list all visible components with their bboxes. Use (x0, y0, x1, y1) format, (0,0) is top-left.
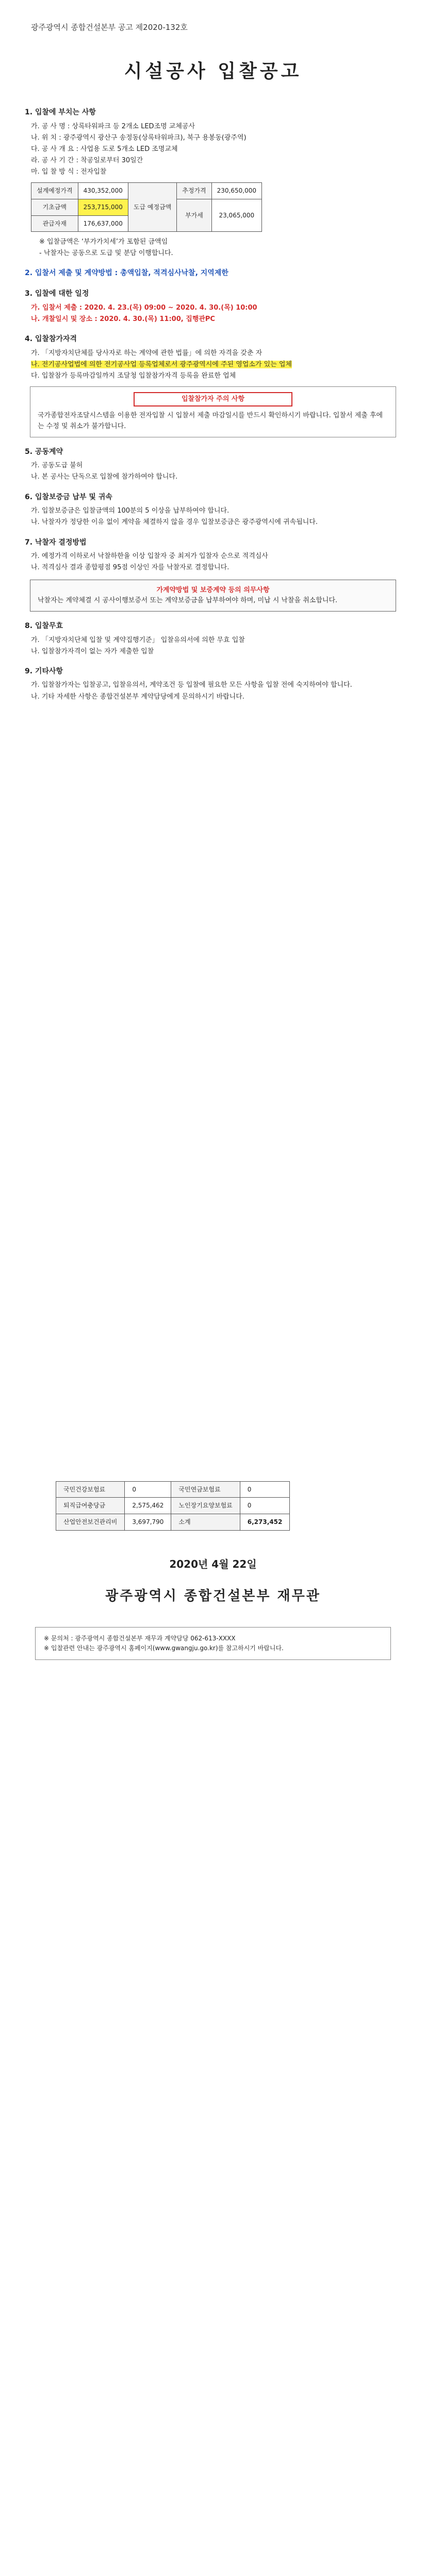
insurance-summary-table (56, 1481, 290, 1531)
section-heading-3: 3. 입찰에 대한 일정 (25, 290, 89, 298)
summary-value: 2,575,462 (125, 1498, 171, 1514)
contact-box: ※ 문의처 : 광주광역시 종합건설본부 재무과 계약담당 062-613-XXXX ※ 입찰관련 안내는 광주광역시 홈페이지(www.gwangju.go.kr)를 참고하시기 바랍니다. (35, 1627, 391, 1660)
invalid-row: 가. 「지방자치단체 입찰 및 계약집행기준」 입찰유의서에 의한 무효 입찰 (31, 636, 245, 644)
notice-number: 광주광역시 종합건설본부 공고 제2020-132호 (31, 23, 188, 32)
invalid-row: 나. 입찰참가자격이 없는 자가 제출한 입찰 (31, 647, 154, 655)
summary-label: 국민연금보험료 (171, 1481, 240, 1498)
s1-row: 나. 위 치 : 광주광역시 광산구 송정동(상록타워파크), 북구 용봉동(광주역) (31, 133, 247, 142)
summary-label: 노인장기요양보험료 (171, 1498, 240, 1514)
joint-contract-row: 가. 공동도급 불허 (31, 462, 83, 470)
caution-text: 국가종합전자조달시스템을 이용한 전자입찰 시 입찰서 제출 마감일시를 반드시 확인하시기 바랍니다. 입찰서 제출 후에는 수정 및 취소가 불가합니다. (38, 412, 383, 430)
qualification-row: 가. 「지방자치단체를 당사자로 하는 계약에 관한 법률」에 의한 자격을 갖춘 자 (31, 349, 263, 357)
summary-label: 퇴직급여충당금 (56, 1498, 125, 1514)
price-label: 기초금액 (31, 199, 78, 215)
schedule-row (31, 303, 401, 313)
price-label: 설계예정가격 (31, 183, 78, 199)
deposit-row: 가. 입찰보증금은 입찰금액의 100분의 5 이상을 납부하여야 합니다. (31, 507, 230, 515)
qualification-row: 다. 입찰참가 등록마감일까지 조달청 입찰참가자격 등록을 완료한 업체 (31, 372, 236, 380)
contract-caution-text: 낙찰자는 계약체결 시 공사이행보증서 또는 계약보증금을 납부하여야 하며, 미납 시 낙찰을 취소합니다. (38, 596, 338, 604)
qualification-highlight: 나. 전기공사업법에 의한 전기공사업 등록업체로서 광주광역시에 주된 영업소가 있는 업체 (31, 360, 292, 368)
price-right-sub-label: 추정가격 (177, 183, 211, 199)
joint-contract-row: 나. 본 공사는 단독으로 입찰에 참가하여야 합니다. (31, 473, 178, 481)
bid-caution-box (30, 386, 396, 437)
price-right-sub-label: 부가세 (177, 199, 211, 231)
section-heading-4: 4. 입찰참가자격 (25, 335, 77, 344)
caution-title: 입찰참가자 주의 사항 (134, 392, 292, 406)
section-heading-2 (25, 268, 401, 279)
contract-caution-box (30, 580, 396, 612)
s1-row: 라. 공 사 기 간 : 착공일로부터 30일간 (31, 157, 143, 165)
section-heading-5: 5. 공동계약 (25, 447, 63, 456)
price-value: 430,352,000 (78, 183, 128, 199)
schedule-row (31, 314, 401, 325)
price-right-sub-value: 230,650,000 (211, 183, 261, 199)
misc-row: 가. 입찰참가자는 입찰공고, 입찰유의서, 계약조건 등 입찰에 필요한 모든 사항을 입찰 전에 숙지하여야 합니다. (31, 681, 352, 689)
s1-note: - 낙찰자는 공동으로 도급 및 분담 이행합니다. (39, 249, 173, 258)
award-row: 가. 예정가격 이하로서 낙찰하한율 이상 입찰자 중 최저가 입찰자 순으로 적격심사 (31, 552, 268, 561)
s1-row: 마. 입 찰 방 식 : 전자입찰 (31, 168, 107, 176)
notice-date: 2020년 4월 22일 (169, 1557, 257, 1570)
section-heading-9: 9. 기타사항 (25, 667, 63, 675)
price-right-sub-value: 23,065,000 (211, 199, 261, 231)
summary-value: 0 (240, 1481, 290, 1498)
contract-caution-title: 가계약방법 및 보증계약 등의 의무사항 (156, 586, 270, 594)
summary-value: 3,697,790 (125, 1514, 171, 1530)
contract-method: 2. 입찰서 제출 및 계약방법 : 총액입찰, 적격심사낙찰, 지역제한 (25, 269, 228, 278)
misc-row: 나. 기타 자세한 사항은 종합건설본부 계약담당에게 문의하시기 바랍니다. (31, 692, 244, 701)
bid-period: 가. 입찰서 제출 : 2020. 4. 23.(목) 09:00 ~ 2020. 4. 30.(목) 10:00 (31, 303, 257, 312)
price-label: 관급자재 (31, 215, 78, 232)
opening-time: 나. 개찰일시 및 장소 : 2020. 4. 30.(목) 11:00, 집행관PC (31, 315, 215, 323)
page-title: 시설공사 입찰공고 (124, 61, 302, 82)
qualification-row (31, 360, 401, 370)
s1-row: 가. 공 사 명 : 상록타워파크 등 2개소 LED조명 교체공사 (31, 122, 195, 130)
summary-total: 6,273,452 (240, 1514, 290, 1530)
section-heading-7: 7. 낙찰자 결정방법 (25, 538, 87, 547)
award-row: 나. 적격심사 결과 종합평점 95점 이상인 자를 낙찰자로 결정합니다. (31, 564, 230, 572)
issuer-name: 광주광역시 종합건설본부 재무관 (105, 1588, 321, 1604)
price-value: 176,637,000 (78, 215, 128, 232)
summary-value: 0 (240, 1498, 290, 1514)
body-spacer (25, 703, 401, 1476)
deposit-row: 나. 낙찰자가 정당한 이유 없이 계약을 체결하지 않을 경우 입찰보증금은 광주광역시에 귀속됩니다. (31, 518, 318, 527)
summary-label: 산업안전보건관리비 (56, 1514, 125, 1530)
summary-label: 국민건강보험료 (56, 1481, 125, 1498)
price-right-label: 도급 예정금액 (128, 183, 176, 232)
notice-body (25, 98, 401, 1660)
s1-note: ※ 입찰금액은 ‘부가가치세’가 포함된 금액임 (39, 238, 168, 246)
price-value: 253,715,000 (78, 199, 128, 215)
s1-row: 다. 공 사 개 요 : 사업용 도로 5개소 LED 조명교체 (31, 145, 178, 153)
section-heading-8: 8. 입찰무효 (25, 621, 63, 630)
section-heading-1: 1. 입찰에 부치는 사항 (25, 108, 96, 116)
section-heading-6: 6. 입찰보증금 납부 및 귀속 (25, 493, 112, 501)
summary-label: 소계 (171, 1514, 240, 1530)
summary-value: 0 (125, 1481, 171, 1498)
price-table (31, 182, 262, 232)
